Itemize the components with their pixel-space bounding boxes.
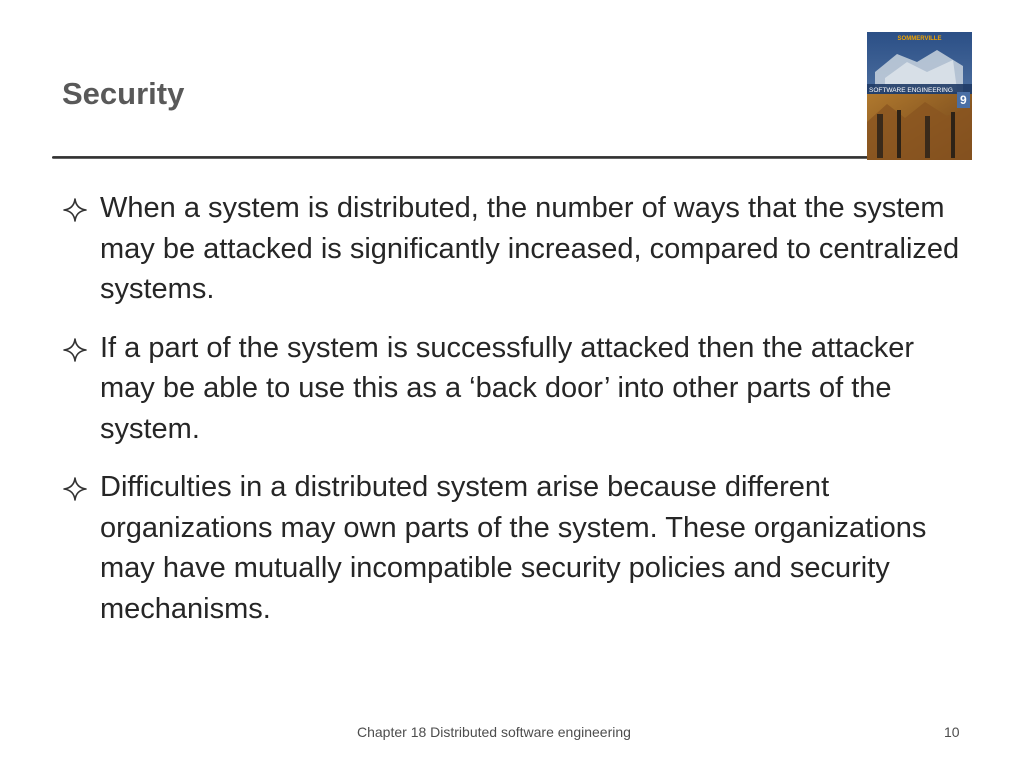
bullet-text: Difficulties in a distributed system arise because different organizations may own parts of the system. These organizations may have mutually incompatible security policies and security mechanisms. [100, 471, 927, 625]
book-cover-title: SOFTWARE ENGINEERING [869, 87, 953, 94]
bullet-item [62, 188, 972, 310]
footer-chapter-text: Chapter 18 Distributed software engineering [357, 724, 631, 740]
bullet-text: When a system is distributed, the number of ways that the system may be attacked is significantly increased, compared to centralized systems. [100, 192, 960, 305]
bullet-item [62, 328, 972, 450]
four-pointed-star-icon [62, 337, 88, 363]
page-number: 10 [944, 724, 960, 740]
bullet-text: If a part of the system is successfully attacked then the attacker may be able to use this as a ‘back door’ into other parts of the system. [100, 331, 914, 445]
slide-title: Security [62, 76, 185, 111]
four-pointed-star-icon [62, 197, 88, 223]
bullet-item [62, 467, 972, 629]
four-pointed-star-icon [62, 476, 88, 502]
book-cover-image [867, 32, 972, 160]
book-cover-edition: 9 [960, 93, 967, 107]
book-cover-author: SOMMERVILLE [897, 36, 942, 42]
title-divider [52, 156, 870, 159]
bullet-list [62, 188, 972, 647]
